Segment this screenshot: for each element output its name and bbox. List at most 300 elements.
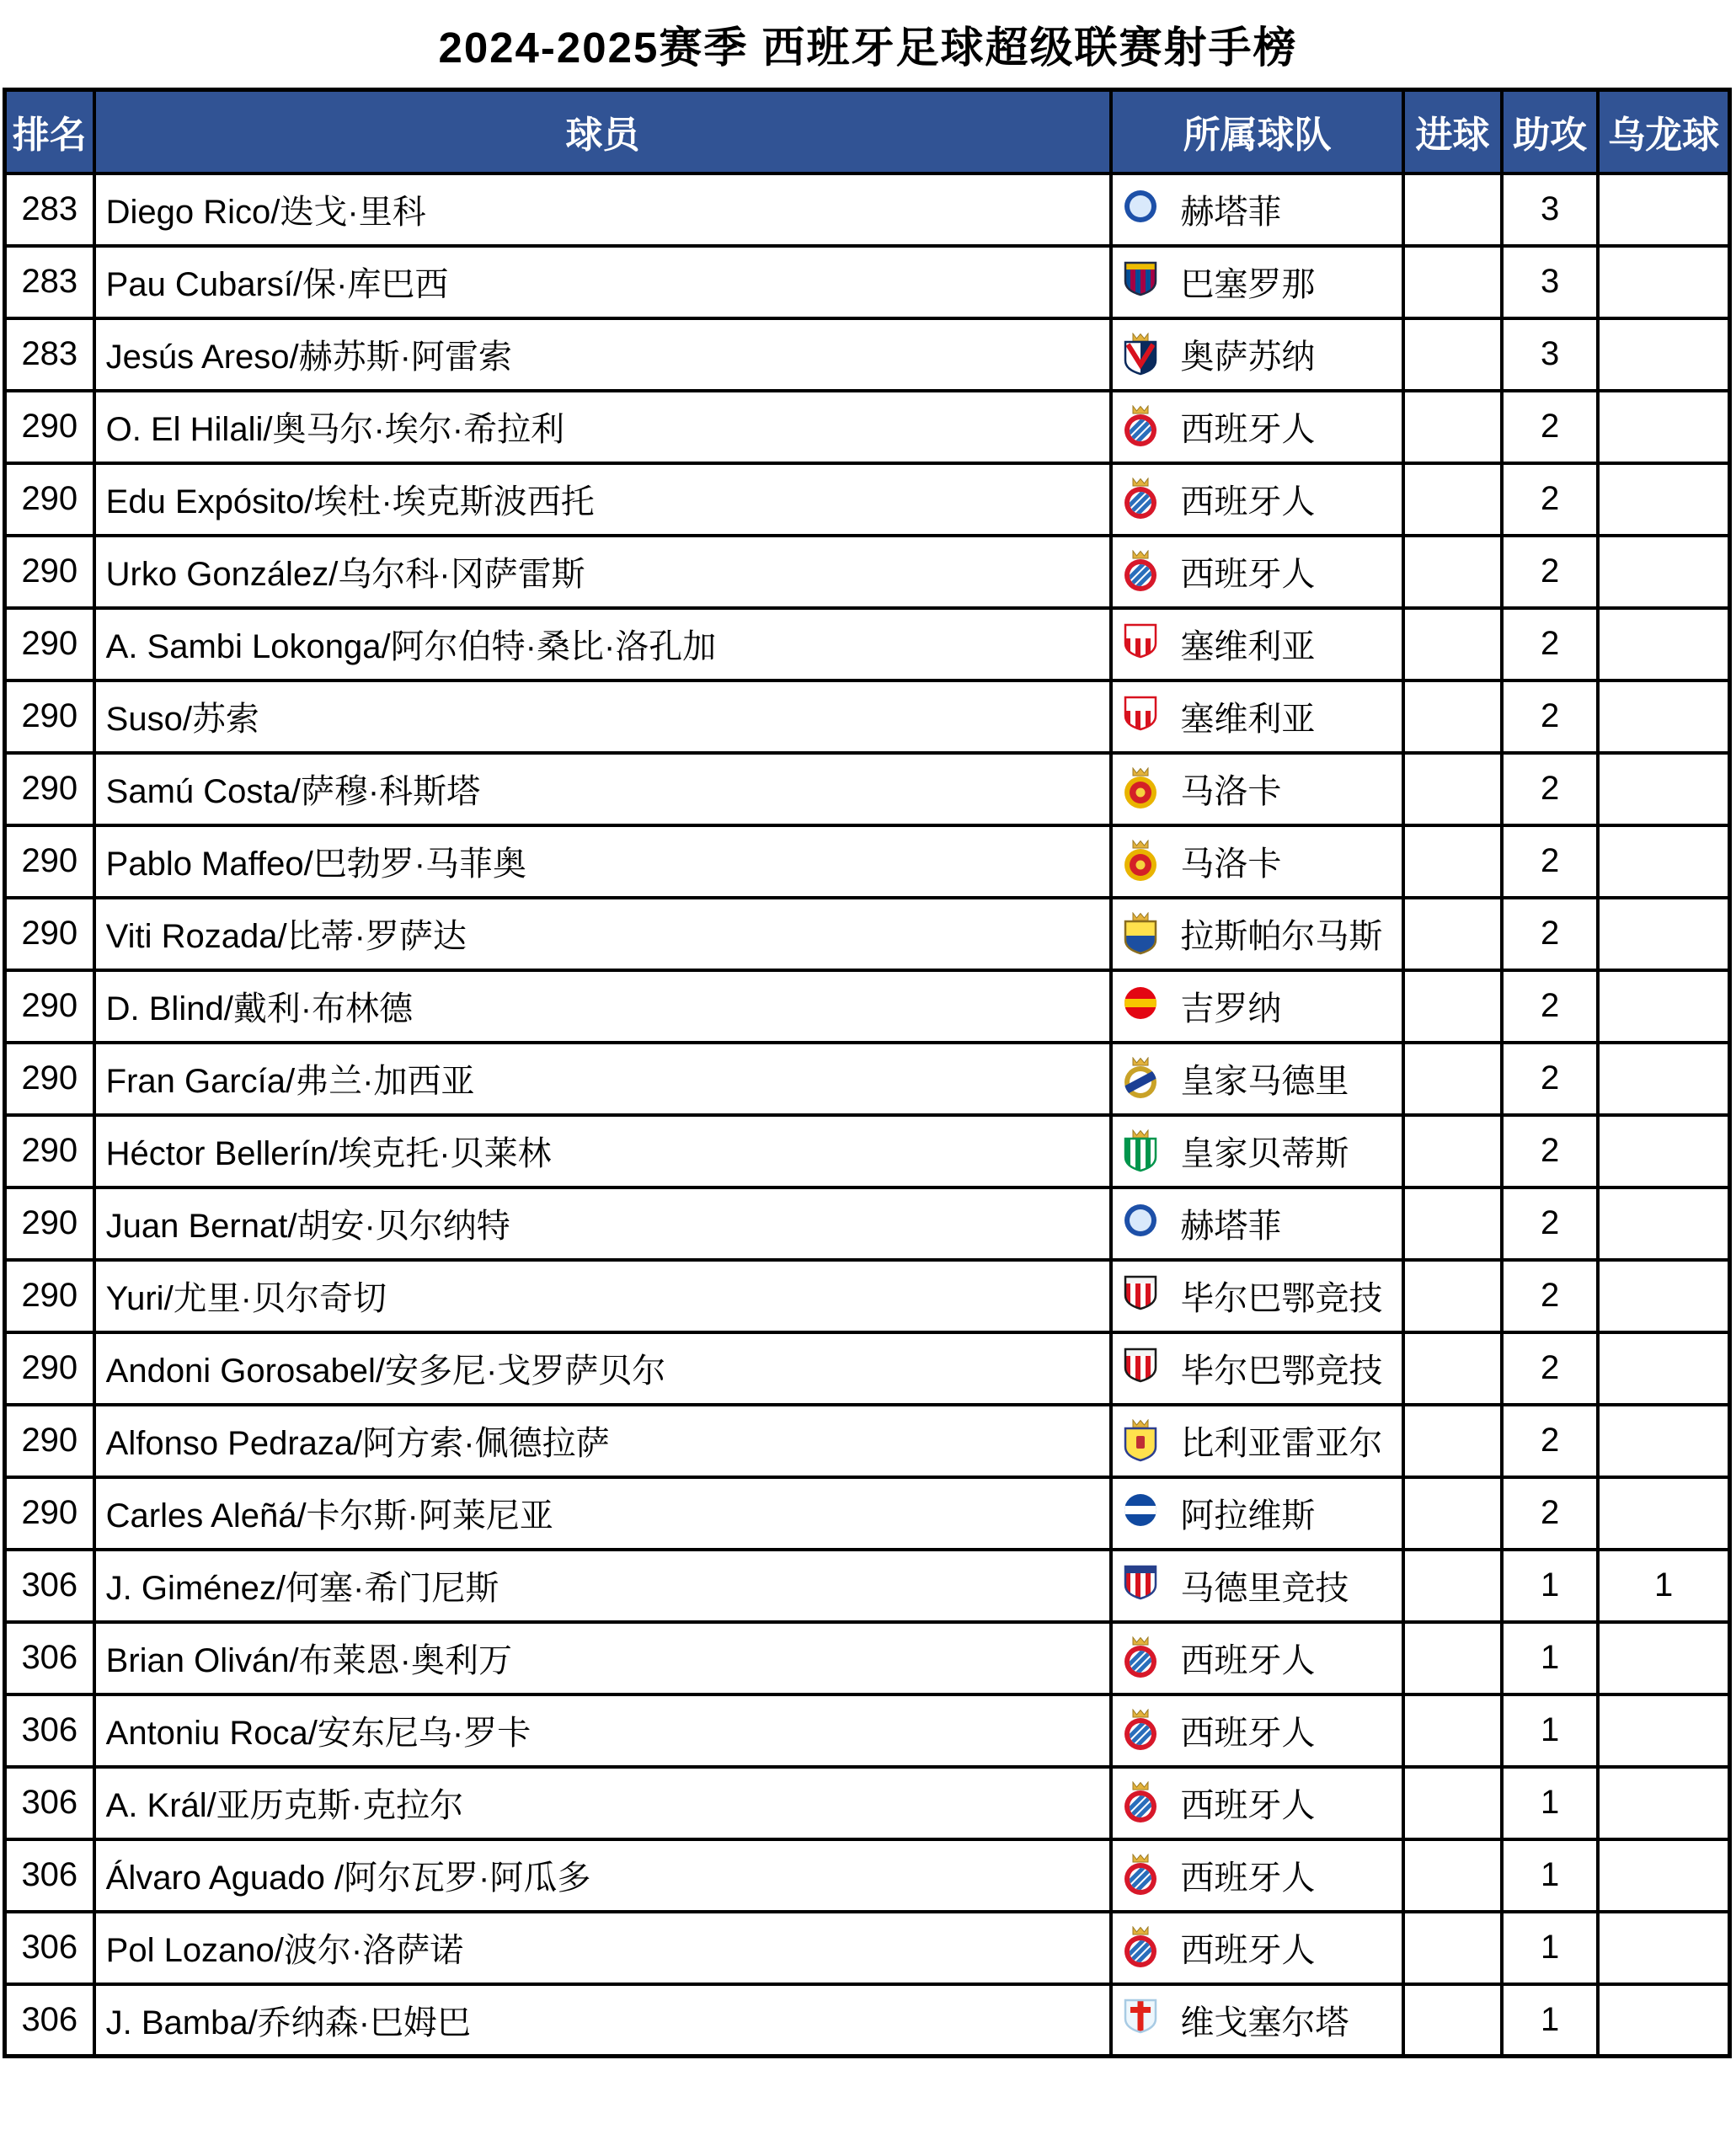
col-header-own-goals: 乌龙球 (1598, 90, 1729, 173)
team-logo (1121, 622, 1160, 666)
team-wrap (1121, 692, 1401, 740)
table-header-row (5, 90, 1730, 173)
own-goals-cell (1598, 1694, 1729, 1767)
col-header-team: 所属球队 (1111, 90, 1403, 173)
own-goals-cell (1598, 246, 1729, 318)
team-cell (1111, 1115, 1403, 1187)
team-logo (1121, 1274, 1160, 1318)
espanyol-logo-icon (1121, 1781, 1160, 1825)
team-cell (1111, 1043, 1403, 1115)
rank-cell: 290 (5, 1405, 94, 1477)
rank-cell: 290 (5, 1115, 94, 1187)
team-cell (1111, 1477, 1403, 1550)
team-cell (1111, 1187, 1403, 1260)
team-cell (1111, 1767, 1403, 1839)
table-row (5, 1912, 1730, 1984)
goals-cell (1403, 536, 1502, 608)
table-row (5, 173, 1730, 246)
team-cell (1111, 173, 1403, 246)
assists-cell: 1 (1502, 1694, 1598, 1767)
assists-cell: 2 (1502, 825, 1598, 898)
team-logo (1121, 333, 1160, 376)
rank-cell: 306 (5, 1984, 94, 2057)
crown (1133, 1637, 1148, 1645)
getafe-logo-icon (1121, 1202, 1160, 1246)
col-header-assists: 助攻 (1502, 90, 1598, 173)
crown (1133, 1420, 1148, 1428)
rank-cell: 283 (5, 173, 94, 246)
table-row (5, 825, 1730, 898)
team-cell (1111, 1839, 1403, 1912)
team-name: 马洛卡 (1180, 846, 1282, 883)
own-goals-cell (1598, 1912, 1729, 1984)
rank-cell: 306 (5, 1550, 94, 1622)
crown (1133, 768, 1148, 776)
goals-cell (1403, 1839, 1502, 1912)
table-header (5, 90, 1730, 173)
team-wrap (1121, 1272, 1401, 1320)
rank-cell: 290 (5, 1332, 94, 1405)
team-name: 西班牙人 (1180, 1787, 1316, 1824)
team-wrap (1121, 1996, 1401, 2044)
player-name-cell: Jesús Areso/赫苏斯·阿雷索 (94, 318, 1112, 391)
table-row (5, 1260, 1730, 1332)
crown (1133, 1130, 1148, 1138)
rank-cell: 290 (5, 1187, 94, 1260)
crown (1133, 406, 1148, 414)
player-name-cell: Samú Costa/萨穆·科斯塔 (94, 753, 1112, 825)
goals-cell (1403, 1622, 1502, 1694)
girona-logo-icon (1121, 985, 1160, 1028)
atletico-logo-icon (1121, 1564, 1160, 1608)
player-name-cell: Diego Rico/迭戈·里科 (94, 173, 1112, 246)
team-wrap (1121, 1344, 1401, 1392)
goals-cell (1403, 1332, 1502, 1405)
goals-cell (1403, 1767, 1502, 1839)
table-row (5, 1332, 1730, 1405)
team-logo (1121, 260, 1160, 304)
own-goals-cell (1598, 753, 1729, 825)
barcelona-logo-icon (1121, 260, 1160, 304)
team-cell (1111, 1912, 1403, 1984)
team-wrap (1121, 475, 1401, 523)
crown (1133, 551, 1148, 558)
own-goals-cell (1598, 1260, 1729, 1332)
assists-cell: 2 (1502, 1260, 1598, 1332)
table-row (5, 318, 1730, 391)
crown (1133, 841, 1148, 848)
crown (1133, 1058, 1148, 1065)
team-logo (1121, 1564, 1160, 1608)
team-wrap (1121, 1127, 1401, 1175)
assists-cell: 3 (1502, 318, 1598, 391)
own-goals-cell (1598, 898, 1729, 970)
team-cell (1111, 318, 1403, 391)
team-name: 赫塔菲 (1180, 1208, 1282, 1245)
goals-cell (1403, 1115, 1502, 1187)
player-name-cell: Carles Aleñá/卡尔斯·阿莱尼亚 (94, 1477, 1112, 1550)
crown (1133, 913, 1148, 921)
team-wrap (1121, 765, 1401, 813)
team-wrap (1121, 547, 1401, 595)
goals-cell (1403, 1694, 1502, 1767)
goals-cell (1403, 753, 1502, 825)
team-wrap (1121, 1054, 1401, 1102)
espanyol-logo-icon (1121, 1636, 1160, 1680)
team-cell (1111, 1622, 1403, 1694)
table-row (5, 1550, 1730, 1622)
scorers-table (3, 88, 1732, 2058)
assists-cell: 2 (1502, 1115, 1598, 1187)
team-cell (1111, 753, 1403, 825)
player-name-cell: Fran García/弗兰·加西亚 (94, 1043, 1112, 1115)
goals-cell (1403, 1477, 1502, 1550)
table-row (5, 391, 1730, 463)
table-row (5, 1405, 1730, 1477)
goals-cell (1403, 970, 1502, 1043)
team-wrap (1121, 620, 1401, 668)
rank-cell: 290 (5, 753, 94, 825)
team-cell (1111, 463, 1403, 536)
table-row (5, 1477, 1730, 1550)
player-name-cell: Alfonso Pedraza/阿方索·佩德拉萨 (94, 1405, 1112, 1477)
assists-cell: 1 (1502, 1767, 1598, 1839)
team-name: 塞维利亚 (1180, 701, 1316, 738)
own-goals-cell (1598, 825, 1729, 898)
own-goals-cell (1598, 608, 1729, 680)
team-logo (1121, 550, 1160, 594)
goals-cell (1403, 1260, 1502, 1332)
team-name: 西班牙人 (1180, 1715, 1316, 1752)
team-cell (1111, 1550, 1403, 1622)
team-logo (1121, 478, 1160, 521)
team-wrap (1121, 403, 1401, 451)
player-name-cell: Andoni Gorosabel/安多尼·戈罗萨贝尔 (94, 1332, 1112, 1405)
own-goals-cell (1598, 1477, 1729, 1550)
rank-cell: 290 (5, 1043, 94, 1115)
table-row (5, 1839, 1730, 1912)
team-logo (1121, 1998, 1160, 2041)
betis-logo-icon (1121, 1129, 1160, 1173)
rank-cell: 306 (5, 1622, 94, 1694)
team-cell (1111, 536, 1403, 608)
rank-cell: 290 (5, 825, 94, 898)
team-logo (1121, 985, 1160, 1028)
table-row (5, 1187, 1730, 1260)
team-name: 毕尔巴鄂竞技 (1180, 1280, 1383, 1317)
team-wrap (1121, 1199, 1401, 1247)
team-wrap (1121, 837, 1401, 885)
rank-cell: 306 (5, 1694, 94, 1767)
team-logo (1121, 767, 1160, 811)
table-row (5, 1115, 1730, 1187)
team-logo (1121, 912, 1160, 956)
player-name-cell: Suso/苏索 (94, 680, 1112, 753)
col-header-rank: 排名 (5, 90, 94, 173)
rank-cell: 290 (5, 970, 94, 1043)
team-logo (1121, 1202, 1160, 1246)
own-goals-cell (1598, 1622, 1729, 1694)
team-wrap (1121, 910, 1401, 958)
player-name-cell: Urko González/乌尔科·冈萨雷斯 (94, 536, 1112, 608)
assists-cell: 2 (1502, 1405, 1598, 1477)
espanyol-logo-icon (1121, 550, 1160, 594)
team-logo (1121, 188, 1160, 232)
assists-cell: 3 (1502, 173, 1598, 246)
table-row (5, 608, 1730, 680)
assists-cell: 2 (1502, 608, 1598, 680)
team-cell (1111, 608, 1403, 680)
player-name-cell: Pau Cubarsí/保·库巴西 (94, 246, 1112, 318)
assists-cell: 2 (1502, 463, 1598, 536)
team-logo (1121, 1636, 1160, 1680)
team-wrap (1121, 1634, 1401, 1682)
player-name-cell: A. Král/亚历克斯·克拉尔 (94, 1767, 1112, 1839)
athletic-logo-icon (1121, 1274, 1160, 1318)
own-goals-cell (1598, 391, 1729, 463)
team-logo (1121, 1926, 1160, 1970)
player-name-cell: Álvaro Aguado /阿尔瓦罗·阿瓜多 (94, 1839, 1112, 1912)
team-cell (1111, 1984, 1403, 2057)
goals-cell (1403, 825, 1502, 898)
team-cell (1111, 246, 1403, 318)
team-cell (1111, 970, 1403, 1043)
player-name-cell: Edu Expósito/埃杜·埃克斯波西托 (94, 463, 1112, 536)
own-goals-cell (1598, 1043, 1729, 1115)
rank-cell: 290 (5, 680, 94, 753)
player-name-cell: Juan Bernat/胡安·贝尔纳特 (94, 1187, 1112, 1260)
team-cell (1111, 1694, 1403, 1767)
team-name: 马洛卡 (1180, 773, 1282, 810)
assists-cell: 2 (1502, 1187, 1598, 1260)
realmadrid-logo-icon (1121, 1057, 1160, 1101)
goals-cell (1403, 391, 1502, 463)
goals-cell (1403, 1043, 1502, 1115)
goals-cell (1403, 246, 1502, 318)
team-name: 马德里竞技 (1180, 1570, 1349, 1607)
rank-cell: 306 (5, 1839, 94, 1912)
crown (1133, 334, 1148, 341)
team-name: 毕尔巴鄂竞技 (1180, 1353, 1383, 1390)
mallorca-logo-icon (1121, 767, 1160, 811)
rank-cell: 290 (5, 1260, 94, 1332)
goals-cell (1403, 318, 1502, 391)
espanyol-logo-icon (1121, 1709, 1160, 1753)
table-row (5, 1622, 1730, 1694)
table-row (5, 680, 1730, 753)
goals-cell (1403, 680, 1502, 753)
alaves-logo-icon (1121, 1492, 1160, 1535)
goals-cell (1403, 1187, 1502, 1260)
table-row (5, 1694, 1730, 1767)
own-goals-cell (1598, 1332, 1729, 1405)
team-name: 西班牙人 (1180, 1860, 1316, 1897)
team-name: 皇家马德里 (1180, 1063, 1349, 1100)
page-title: 2024-2025赛季 西班牙足球超级联赛射手榜 (438, 24, 1298, 72)
own-goals-cell (1598, 1839, 1729, 1912)
goals-cell (1403, 1912, 1502, 1984)
team-wrap (1121, 1924, 1401, 1972)
team-wrap (1121, 1851, 1401, 1899)
player-name-cell: Héctor Bellerín/埃克托·贝莱林 (94, 1115, 1112, 1187)
table-row (5, 463, 1730, 536)
team-wrap (1121, 330, 1401, 378)
own-goals-cell (1598, 680, 1729, 753)
team-name: 阿拉维斯 (1180, 1497, 1316, 1534)
assists-cell: 2 (1502, 680, 1598, 753)
player-name-cell: Pablo Maffeo/巴勃罗·马菲奥 (94, 825, 1112, 898)
athletic-logo-icon (1121, 1347, 1160, 1390)
team-cell (1111, 825, 1403, 898)
crown (1133, 1927, 1148, 1935)
table-row (5, 970, 1730, 1043)
assists-cell: 2 (1502, 391, 1598, 463)
espanyol-logo-icon (1121, 1854, 1160, 1897)
team-logo (1121, 695, 1160, 739)
team-name: 比利亚雷亚尔 (1180, 1425, 1383, 1462)
rank-cell: 290 (5, 536, 94, 608)
own-goals-cell: 1 (1598, 1550, 1729, 1622)
rank-cell: 290 (5, 463, 94, 536)
sevilla-logo-icon (1121, 622, 1160, 666)
assists-cell: 2 (1502, 970, 1598, 1043)
col-header-goals: 进球 (1403, 90, 1502, 173)
osasuna-logo-icon (1121, 333, 1160, 376)
espanyol-logo-icon (1121, 405, 1160, 449)
mallorca-logo-icon (1121, 840, 1160, 883)
team-name: 西班牙人 (1180, 1642, 1316, 1679)
team-logo (1121, 1419, 1160, 1463)
assists-cell: 2 (1502, 1043, 1598, 1115)
own-goals-cell (1598, 173, 1729, 246)
player-name-cell: D. Blind/戴利·布林德 (94, 970, 1112, 1043)
getafe-logo-icon (1121, 188, 1160, 232)
assists-cell: 2 (1502, 898, 1598, 970)
assists-cell: 1 (1502, 1984, 1598, 2057)
rank-cell: 283 (5, 318, 94, 391)
team-wrap (1121, 1489, 1401, 1537)
espanyol-logo-icon (1121, 1926, 1160, 1970)
team-logo (1121, 840, 1160, 883)
espanyol-logo-icon (1121, 478, 1160, 521)
assists-cell: 1 (1502, 1550, 1598, 1622)
assists-cell: 3 (1502, 246, 1598, 318)
assists-cell: 2 (1502, 753, 1598, 825)
table-row (5, 246, 1730, 318)
goals-cell (1403, 608, 1502, 680)
rank-cell: 290 (5, 391, 94, 463)
player-name-cell: J. Giménez/何塞·希门尼斯 (94, 1550, 1112, 1622)
own-goals-cell (1598, 1405, 1729, 1477)
assists-cell: 1 (1502, 1912, 1598, 1984)
team-name: 拉斯帕尔马斯 (1180, 918, 1383, 955)
player-name-cell: Brian Oliván/布莱恩·奥利万 (94, 1622, 1112, 1694)
team-wrap (1121, 1417, 1401, 1465)
team-cell (1111, 1332, 1403, 1405)
team-name: 吉罗纳 (1180, 990, 1282, 1027)
player-name-cell: Pol Lozano/波尔·洛萨诺 (94, 1912, 1112, 1984)
player-name-cell: J. Bamba/乔纳森·巴姆巴 (94, 1984, 1112, 2057)
team-logo (1121, 1854, 1160, 1897)
own-goals-cell (1598, 1984, 1729, 2057)
laspalmas-logo-icon (1121, 912, 1160, 956)
rank-cell: 290 (5, 1477, 94, 1550)
goals-cell (1403, 463, 1502, 536)
table-row (5, 1043, 1730, 1115)
rank-cell: 283 (5, 246, 94, 318)
player-name-cell: Yuri/尤里·贝尔奇切 (94, 1260, 1112, 1332)
team-name: 巴塞罗那 (1180, 266, 1316, 303)
goals-cell (1403, 173, 1502, 246)
table-row (5, 536, 1730, 608)
team-wrap (1121, 1561, 1401, 1609)
own-goals-cell (1598, 970, 1729, 1043)
table-row (5, 1767, 1730, 1839)
player-name-cell: O. El Hilali/奥马尔·埃尔·希拉利 (94, 391, 1112, 463)
team-logo (1121, 1781, 1160, 1825)
own-goals-cell (1598, 1187, 1729, 1260)
player-name-cell: Viti Rozada/比蒂·罗萨达 (94, 898, 1112, 970)
team-name: 西班牙人 (1180, 411, 1316, 448)
assists-cell: 2 (1502, 1477, 1598, 1550)
sevilla-logo-icon (1121, 695, 1160, 739)
team-cell (1111, 1405, 1403, 1477)
own-goals-cell (1598, 1115, 1729, 1187)
table-row (5, 753, 1730, 825)
team-cell (1111, 1260, 1403, 1332)
goals-cell (1403, 898, 1502, 970)
rank-cell: 306 (5, 1912, 94, 1984)
team-name: 赫塔菲 (1180, 194, 1282, 231)
team-wrap (1121, 982, 1401, 1030)
team-cell (1111, 898, 1403, 970)
table-row (5, 898, 1730, 970)
assists-cell: 2 (1502, 536, 1598, 608)
rank-cell: 290 (5, 608, 94, 680)
team-logo (1121, 1347, 1160, 1390)
crown (1133, 478, 1148, 486)
team-logo (1121, 1492, 1160, 1535)
rank-cell: 306 (5, 1767, 94, 1839)
team-logo (1121, 405, 1160, 449)
own-goals-cell (1598, 318, 1729, 391)
team-cell (1111, 680, 1403, 753)
team-name: 维戈塞尔塔 (1180, 2004, 1349, 2041)
goals-cell (1403, 1984, 1502, 2057)
own-goals-cell (1598, 463, 1729, 536)
goals-cell (1403, 1405, 1502, 1477)
goals-cell (1403, 1550, 1502, 1622)
table-body (5, 173, 1730, 2057)
team-cell (1111, 391, 1403, 463)
crown (1133, 1710, 1148, 1717)
own-goals-cell (1598, 1767, 1729, 1839)
team-name: 塞维利亚 (1180, 628, 1316, 665)
team-name: 皇家贝蒂斯 (1180, 1135, 1349, 1172)
team-wrap (1121, 1779, 1401, 1827)
team-name: 奥萨苏纳 (1180, 339, 1316, 376)
crown (1133, 1782, 1148, 1790)
team-name: 西班牙人 (1180, 483, 1316, 520)
crown (1133, 1854, 1148, 1862)
assists-cell: 1 (1502, 1622, 1598, 1694)
team-wrap (1121, 1706, 1401, 1754)
assists-cell: 2 (1502, 1332, 1598, 1405)
team-logo (1121, 1709, 1160, 1753)
team-wrap (1121, 185, 1401, 233)
celta-logo-icon (1121, 1998, 1160, 2041)
player-name-cell: Antoniu Roca/安东尼乌·罗卡 (94, 1694, 1112, 1767)
